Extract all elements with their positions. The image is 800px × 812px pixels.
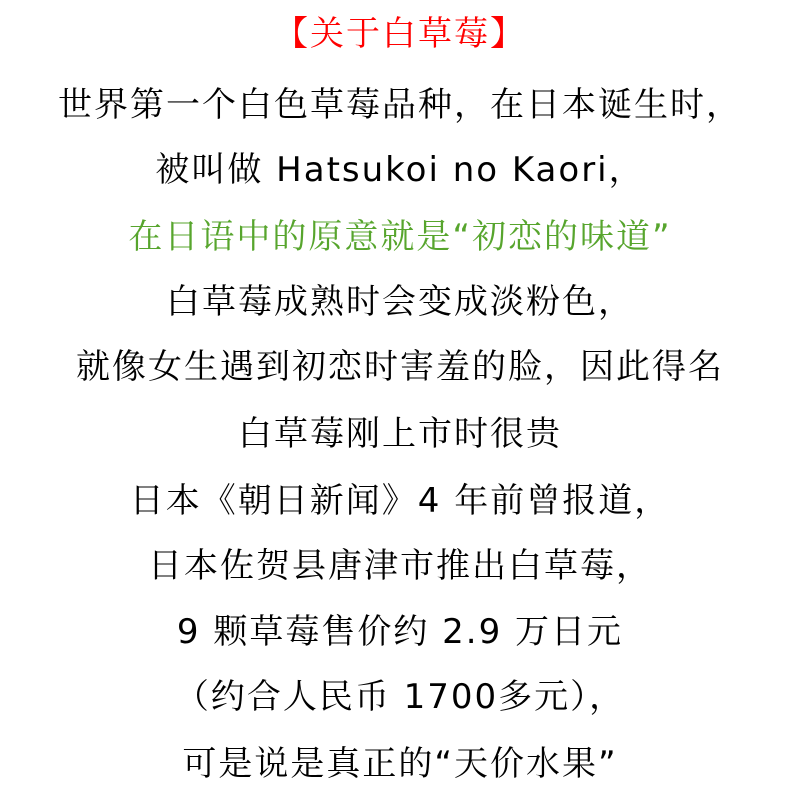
text-line-2: 被叫做 Hatsukoi no Kaori， bbox=[155, 150, 645, 190]
text-line-10: （约合人民币 1700多元）， bbox=[174, 677, 626, 717]
text-line-11: 可是说是真正的“天价水果” bbox=[182, 744, 618, 784]
text-line-9: 9 颗草莓售价约 2.9 万日元 bbox=[176, 612, 624, 652]
text-line-5: 就像女生遇到初恋时害羞的脸，因此得名 bbox=[76, 347, 724, 387]
text-line-8: 日本佐贺县唐津市推出白草莓， bbox=[148, 546, 652, 586]
text-line-7: 日本《朝日新闻》4 年前曾报道， bbox=[129, 481, 671, 521]
text-line-3-highlight: 在日语中的原意就是“初恋的味道” bbox=[128, 217, 672, 257]
text-line-1: 世界第一个白色草莓品种，在日本诞生时， bbox=[58, 85, 742, 125]
document-title: 【关于白草莓】 bbox=[274, 14, 526, 54]
text-line-4: 白草莓成熟时会变成淡粉色， bbox=[166, 282, 634, 322]
text-line-6: 白草莓刚上市时很贵 bbox=[238, 414, 562, 454]
